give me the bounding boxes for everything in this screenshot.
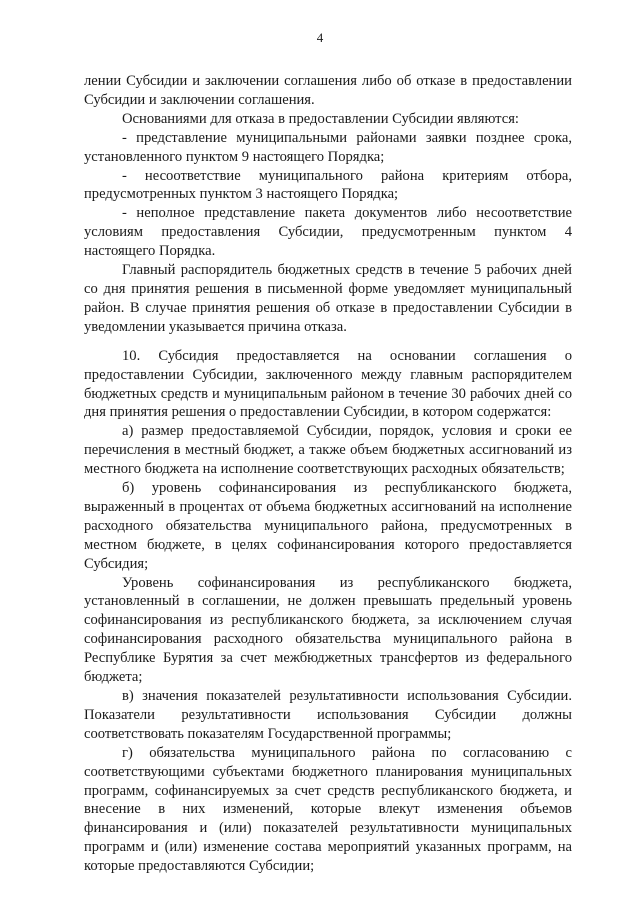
paragraph-continuation: лении Субсидии и заключении соглашения либо об отказе в предоставлении Субсидии и заключении соглашения. [84, 73, 572, 108]
list-item-g: г) обязательства муниципального района по согласованию с соответствующими субъектами бюджетного планирования муниципальных программ, софинансируемых за счет средств республиканского бюджета, и внесение в них изменений, которые влекут изменения объемов финансирования и (или) показателей результативности муниципальных программ и (или) изменение состава мероприятий указанных программ, на которые предоставляются Субсидии; [84, 744, 572, 875]
paragraph-refusal-grounds: Основаниями для отказа в предоставлении Субсидии являются: [122, 110, 519, 127]
document-body [84, 72, 572, 876]
list-item-v: в) значения показателей результативности использования Субсидии. Показатели результативности использования Субсидии должны соответствовать показателям Государственной программы; [84, 688, 572, 742]
list-item-late-application: - представление муниципальными районами заявки позднее срока, установленного пунктом 9 настоящего Порядка; [84, 129, 572, 165]
paragraph-clause-10: 10. Субсидия предоставляется на основании соглашения о предоставлении Субсидии, заключенного между главным распорядителем бюджетных средств и муниципальным районом в течение 30 рабочих дней со дня принятия решения о предоставлении Субсидии, в котором содержатся: [84, 347, 572, 421]
page-number: 4 [316, 30, 324, 45]
paragraph-notification: Главный распорядитель бюджетных средств в течение 5 рабочих дней со дня принятия решения в письменной форме уведомляет муниципальный район. В случае принятия решения об отказе в предоставлении Субсидии в уведомлении указывается причина отказа. [84, 262, 572, 335]
list-item-incomplete-documents: - неполное представление пакета документов либо несоответствие условиям предоставления Субсидии, предусмотренным пунктом 4 настоящего Порядка. [84, 205, 572, 260]
list-item-a: а) размер предоставляемой Субсидии, порядок, условия и сроки ее перечисления в местный бюджет, а также объем бюджетных ассигнований из местного бюджета на исполнение соответствующих расходных обязательств; [84, 423, 572, 478]
list-item-criteria-mismatch: - несоответствие муниципального района критериям отбора, предусмотренных пунктом 3 настоящего Порядка; [84, 167, 572, 203]
list-item-b: б) уровень софинансирования из республиканского бюджета, выраженный в процентах от объема бюджетных ассигнований на исполнение расходного обязательства муниципального района, предусмотренных в местном бюджете, в целях софинансирования которого предоставляется Субсидия; [84, 480, 572, 572]
paragraph-gap [84, 337, 572, 347]
paragraph-cofinancing-level: Уровень софинансирования из республиканского бюджета, установленный в соглашении, не должен превышать предельный уровень софинансирования из республиканского бюджета, за исключением случая софинансирования расходного обязательства муниципального района в Республике Бурятия за счет межбюджетных трансфертов из федерального бюджета; [84, 574, 572, 686]
